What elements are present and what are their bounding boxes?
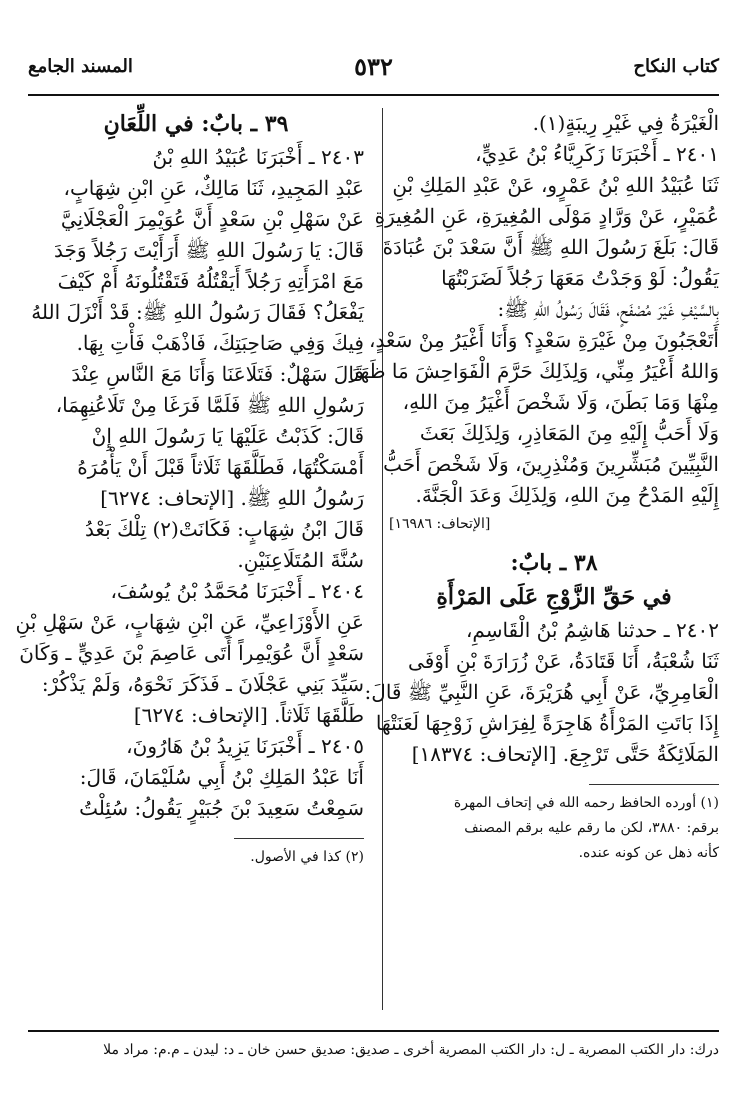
text-line: ثَنَا عُبَيْدُ اللهِ بْنُ عَمْرٍو، عَنْ عَبْدِ المَلِكِ بْنِ [392, 173, 719, 197]
footer-divider [28, 1030, 719, 1032]
text-line: قَالَ: يَا رَسُولَ اللهِ ﷺ أَرَأَيْتَ رَجُلاً وَجَدَ [54, 238, 364, 262]
text-line: سَعْدٍ أَنَّ عُوَيْمِراً أَتَى عَاصِمَ بْنَ عَدِيٍّ ـ وَكَانَ [19, 641, 364, 665]
text-line: وَلَا أَحَبُّ إِلَيْهِ مِنَ المَعَاذِرِ، وَلِذَلِكَ بَعَثَ [419, 421, 719, 445]
footnote-line: (١) أورده الحافظ رحمه الله في إتحاف المهرة [453, 795, 719, 811]
text-line: الْعَامِرِيِّ، عَنْ أَبِي هُرَيْرَةَ، عَنِ النَّبِيِّ ﷺ قَالَ: [364, 680, 719, 704]
text-line: رَسُولِ اللهِ ﷺ فَلَمَّا فَرَغَا مِنْ تَلَاعُنِهِمَا، [55, 393, 364, 417]
text-line: مِنْهَا وَمَا بَطَنَ، وَلَا شَخْصَ أَغْيَرُ مِنَ اللهِ، [402, 390, 719, 414]
left-column [15, 108, 364, 870]
text-line: ثَنَا شُعْبَةُ، أَنَا قَتَادَةُ، عَنْ زُرَارَةَ بْنِ أَوْفَى [408, 649, 719, 673]
hadith-2402-line: ٢٤٠٢ ـ حدثنا هَاشِمُ بْنُ الْقَاسِمِ، [465, 618, 719, 642]
footnote-divider [234, 838, 364, 839]
text-line: سَمِعْتُ سَعِيدَ بْنَ جُبَيْرٍ يَقُولُ: سُئِلْتُ [79, 796, 364, 820]
text-line: قَالَ: كَذَبْتُ عَلَيْهَا يَا رَسُولَ اللهِ إِنْ [91, 424, 364, 448]
text-line: إِلَيْهِ المَدْحُ مِنَ اللهِ، وَلِذَلِكَ وَعَدَ الْجَنَّةَ. [415, 483, 719, 507]
text-line: أَتَعْجَبُونَ مِنْ غَيْرَةِ سَعْدٍ؟ وَأَنَا أَغْيَرُ مِنْ سَعْدٍ، [369, 328, 719, 352]
text-line: رَسُولُ اللهِ ﷺ. [الإتحاف: ٦٢٧٤] [100, 486, 364, 510]
footnote-line: كأنه ذهل عن كونه عنده. [578, 845, 719, 861]
text-line: الْغَيْرَةُ فِي غَيْرِ رِيبَةٍ(١). [532, 111, 719, 135]
header-divider [28, 94, 719, 96]
ithaf-reference: [الإتحاف: ١٦٩٨٦] [389, 516, 491, 532]
text-line: سَيِّدَ بَنِي عَجْلَانَ ـ فَذَكَرَ نَحْوَهُ، وَلَمْ يَذْكُرْ: [41, 672, 364, 696]
right-column [349, 108, 719, 866]
text-line: وَاللهُ أَغْيَرُ مِنِّي، وَلِذَلِكَ حَرَّمَ الْفَوَاحِشَ مَا ظَهَرَ [349, 359, 719, 383]
text-line: إِذَا بَاتَتِ المَرْأَةُ هَاجِرَةً لِفِرَاشِ زَوْجِهَا لَعَنَتْهَا [375, 711, 719, 735]
text-line: المَلَائِكَةُ حَتَّى تَرْجِعَ. [الإتحاف: ١٨٣٧٤] [411, 742, 719, 766]
running-header [28, 48, 719, 88]
text-line: أَمْسَكْتُهَا، فَطَلَّقَهَا ثَلَاثاً قَبْلَ أَنْ يَأْمُرَهُ [77, 455, 364, 479]
text-line: قَالَ: بَلَغَ رَسُولَ اللهِ ﷺ أَنَّ سَعْدَ بْنَ عُبَادَةَ [382, 235, 719, 259]
hadith-2403-line: ٢٤٠٣ ـ أَخْبَرَنَا عُبَيْدُ اللهِ بْنُ [152, 145, 364, 169]
text-line: أَنَا عَبْدُ المَلِكِ بْنُ أَبِي سُلَيْمَانَ، قَالَ: [79, 765, 364, 789]
footnote-line: (٢) كذا في الأصول. [250, 849, 364, 865]
book-chapter-title: كتاب النكاح [633, 56, 719, 77]
text-line: قَالَ سَهْلٌ: فَتَلَاعَنَا وَأَنَا مَعَ النَّاسِ عِنْدَ [71, 362, 364, 386]
hadith-2404-line: ٢٤٠٤ ـ أَخْبَرَنَا مُحَمَّدُ بْنُ يُوسُفَ، [110, 579, 364, 603]
footnote-line: برقم: ٣٨٨٠، لكن ما رقم عليه برقم المصنف [464, 820, 719, 836]
text-line: طَلَّقَهَا ثَلَاثاً. [الإتحاف: ٦٢٧٤] [133, 703, 364, 727]
text-line: عُمَيْرٍ، عَنْ وَرَّادٍ مَوْلَى المُغِيرَةِ، عَنِ المُغِيرَةِ [374, 204, 719, 228]
book-title: المسند الجامع [28, 56, 133, 77]
text-line: مَعَ امْرَأَتِهِ رَجُلاً أَيَقْتُلُهُ فَتَقْتُلُونَهُ أَمْ كَيْفَ [57, 269, 364, 293]
section-39-title: ٣٩ ـ بابٌ: في اللِّعَانِ [103, 111, 289, 137]
page-number: ٥٣٢ [354, 52, 393, 81]
hadith-2405-line: ٢٤٠٥ ـ أَخْبَرَنَا يَزِيدُ بْنُ هَارُونَ، [126, 734, 364, 758]
text-line: يَقُولُ: لَوْ وَجَدْتُ مَعَهَا رَجُلاً لَضَرَبْتُهَا [441, 266, 719, 290]
section-38-number: ٣٨ ـ بابٌ: [510, 550, 598, 576]
section-38-title: في حَقِّ الزَّوْجِ عَلَى المَرْأَةِ [436, 584, 672, 610]
text-line: النَّبِيِّينَ مُبَشِّرِينَ وَمُنْذِرِينَ، وَلَا شَخْصَ أَحَبُّ [383, 452, 719, 476]
text-line: عَنِ الأَوْزَاعِيِّ، عَنِ ابْنِ شِهَابٍ، عَنْ سَهْلِ بْنِ [15, 610, 364, 634]
text-line: عَبْدِ المَجِيدِ، ثَنَا مَالِكٌ، عَنِ ابْنِ شِهَابٍ، [63, 176, 364, 200]
footnote-divider [589, 784, 719, 785]
manuscript-sigla-footer: درك: دار الكتب المصرية ـ ل: دار الكتب المصرية أخرى ـ صديق: صديق حسن خان ـ د: ليدن ـ م.م: مراد ملا [103, 1042, 719, 1058]
hadith-2401-line: ٢٤٠١ ـ أَخْبَرَنَا زَكَرِيَّاءُ بْنُ عَدِيٍّ، [475, 142, 719, 166]
text-line: سُنَّةَ المُتَلَاعِنَيْنِ. [237, 548, 364, 572]
text-line: قَالَ ابْنُ شِهَابٍ: فَكَانَتْ(٢) تِلْكَ بَعْدُ [85, 517, 364, 541]
text-line: فِيكَ وَفِي صَاحِبَتِكَ، فَاذْهَبْ فَأْتِ بِهَا. [76, 331, 364, 355]
text-line: بِالسَّيْفِ غَيْرَ مُصْفَحٍ، فَقَالَ رَسُولُ اللهِ ﷺ: [497, 297, 719, 321]
text-line: عَنْ سَهْلِ بْنِ سَعْدٍ أَنَّ عُوَيْمِرَ الْعَجْلَانِيَّ [60, 207, 364, 231]
text-line: يَفْعَلُ؟ فَقَالَ رَسُولُ اللهِ ﷺ: قَدْ أَنْزَلَ اللهُ [31, 300, 364, 324]
